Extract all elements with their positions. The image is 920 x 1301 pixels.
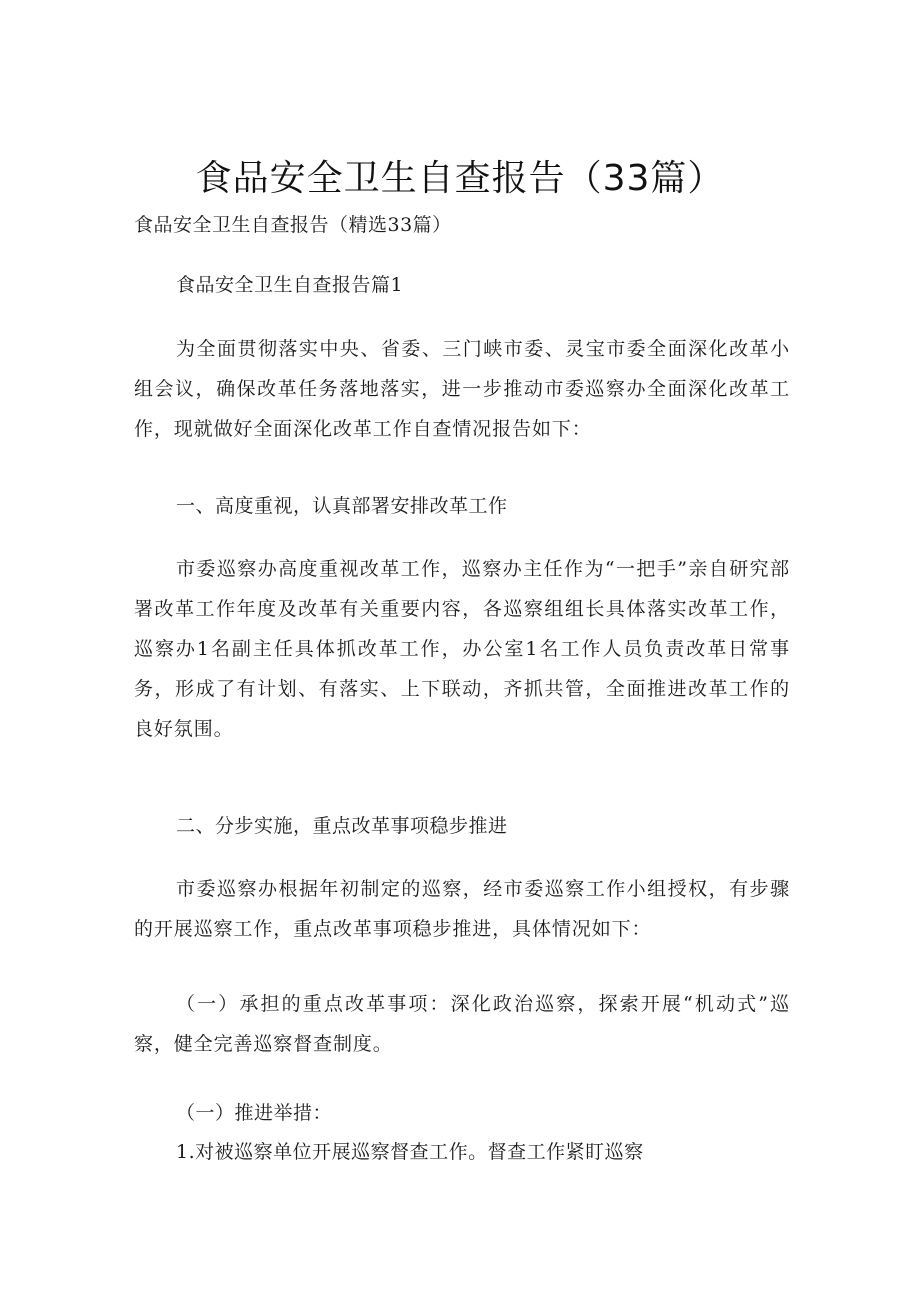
paragraph-body-one: 市委巡察办高度重视改革工作，巡察办主任作为“一把手”亲自研究部署改革工作年度及改革有关重要内容，各巡察组组长具体落实改革工作，巡察办1名副主任具体抓改革工作，办公室1名工作人员负责改革日常事务，形成了有计划、有落实、上下联动，齐抓共管，全面推进改革工作的良好氛围。 bbox=[134, 558, 790, 740]
paragraph-intro: 为全面贯彻落实中央、省委、三门峡市委、灵宝市委全面深化改革小组会议，确保改革任务落地落实，进一步推动市委巡察办全面深化改革工作，现就做好全面深化改革工作自查情况报告如下： bbox=[134, 338, 790, 440]
list-item-measures: （一）推进举措： bbox=[176, 1102, 333, 1124]
section-heading: 食品安全卫生自查报告篇1 bbox=[176, 274, 404, 296]
heading-two: 二、分步实施，重点改革事项稳步推进 bbox=[176, 815, 508, 837]
paragraph-body-two: 市委巡察办根据年初制定的巡察，经市委巡察工作小组授权，有步骤的开展巡察工作，重点改革事项稳步推进，具体情况如下： bbox=[134, 878, 790, 940]
document-subtitle: 食品安全卫生自查报告（精选33篇） bbox=[134, 214, 452, 236]
list-item-inspection: 1.对被巡察单位开展巡察督查工作。督查工作紧盯巡察 bbox=[176, 1141, 644, 1163]
list-item-key-reform: （一）承担的重点改革事项：深化政治巡察，探索开展“机动式”巡察，健全完善巡察督查制度。 bbox=[134, 993, 790, 1055]
heading-one: 一、高度重视，认真部署安排改革工作 bbox=[176, 495, 508, 517]
document-title: 食品安全卫生自查报告（33篇） bbox=[195, 158, 725, 199]
